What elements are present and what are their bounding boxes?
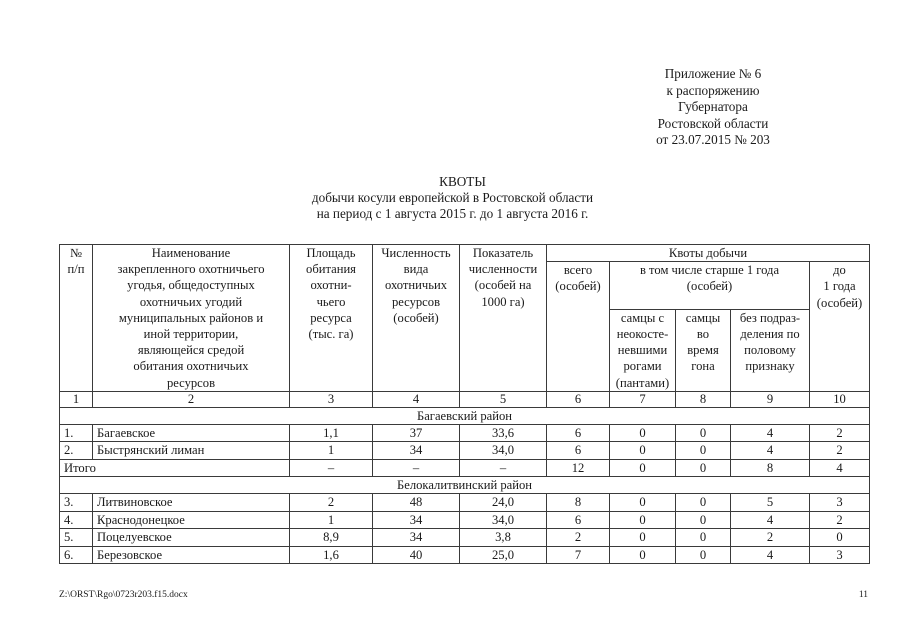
total-label: Итого: [60, 459, 290, 477]
cell-density: 34,0: [460, 442, 547, 460]
cell-num: 5.: [60, 529, 93, 547]
cell-young: 0: [810, 529, 870, 547]
footer-file-path: Z:\ORST\Rgo\0723r203.f15.docx: [59, 590, 188, 600]
cell-name: Краснодонецкое: [93, 511, 290, 529]
total-area: –: [290, 459, 373, 477]
header-num: № п/п: [60, 245, 93, 392]
cell-young: 2: [810, 424, 870, 442]
column-number: 10: [810, 391, 870, 407]
header-density: Показатель численности (особей на 1000 га): [460, 245, 547, 392]
header-name: Наименование закрепленного охотничьего угодья, общедоступных охотничьих угодий муниципальных районов и иной территории, являющейся средой обитания охотничьих ресурсов: [93, 245, 290, 392]
cell-num: 1.: [60, 424, 93, 442]
header-count: Численность вида охотничьих ресурсов (особей): [373, 245, 460, 392]
cell-name: Багаевское: [93, 424, 290, 442]
cell-count: 34: [373, 442, 460, 460]
cell-num: 4.: [60, 511, 93, 529]
cell-nosex: 4: [731, 546, 810, 564]
cell-males: 0: [610, 511, 676, 529]
cell-name: Быстрянский лиман: [93, 442, 290, 460]
cell-males: 0: [610, 494, 676, 512]
cell-count: 34: [373, 529, 460, 547]
cell-num: 2.: [60, 442, 93, 460]
cell-young: 3: [810, 494, 870, 512]
region-name: Багаевский район: [60, 407, 870, 424]
column-number: 3: [290, 391, 373, 407]
cell-nosex: 4: [731, 424, 810, 442]
cell-rut: 0: [676, 529, 731, 547]
cell-nosex: 5: [731, 494, 810, 512]
table-row: [60, 494, 870, 512]
total-count: –: [373, 459, 460, 477]
column-number: 1: [60, 391, 93, 407]
cell-rut: 0: [676, 546, 731, 564]
cell-nosex: 4: [731, 442, 810, 460]
table-row: [60, 442, 870, 460]
quota-table: [59, 244, 870, 564]
total-total: 12: [547, 459, 610, 477]
title-subtitle-1: добычи косули европейской в Ростовской области: [311, 190, 594, 205]
total-nosex: 8: [731, 459, 810, 477]
region-row: [60, 477, 870, 494]
table-row: [60, 511, 870, 529]
header-nosex: без подраз- деления по половому признаку: [731, 309, 810, 391]
cell-density: 24,0: [460, 494, 547, 512]
cell-area: 1,6: [290, 546, 373, 564]
cell-total: 6: [547, 511, 610, 529]
column-number-row: [60, 391, 870, 407]
cell-name: Поцелуевское: [93, 529, 290, 547]
header-quotas: Квоты добычи: [547, 245, 870, 262]
column-number: 4: [373, 391, 460, 407]
cell-rut: 0: [676, 442, 731, 460]
appendix-line-3: Губернатора: [678, 99, 748, 115]
cell-young: 3: [810, 546, 870, 564]
cell-area: 8,9: [290, 529, 373, 547]
cell-density: 33,6: [460, 424, 547, 442]
title-subtitle-2: на период с 1 августа 2015 г. до 1 августа 2016 г.: [316, 206, 589, 221]
cell-count: 34: [373, 511, 460, 529]
cell-area: 2: [290, 494, 373, 512]
cell-total: 8: [547, 494, 610, 512]
cell-nosex: 2: [731, 529, 810, 547]
appendix-line-4: Ростовской области: [657, 115, 769, 131]
header-area: Площадь обитания охотни- чьего ресурса (тыс. га): [290, 245, 373, 392]
cell-num: 3.: [60, 494, 93, 512]
table-row: [60, 529, 870, 547]
region-row: [60, 407, 870, 424]
cell-total: 7: [547, 546, 610, 564]
appendix-line-2: к распоряжению: [666, 82, 760, 98]
table-row: [60, 424, 870, 442]
cell-males: 0: [610, 442, 676, 460]
cell-total: 6: [547, 424, 610, 442]
cell-nosex: 4: [731, 511, 810, 529]
appendix-line-1: Приложение № 6: [664, 66, 762, 81]
cell-name: Березовское: [93, 546, 290, 564]
region-name: Белокалитвинский район: [60, 477, 870, 494]
header-row-1: [60, 245, 870, 262]
cell-males: 0: [610, 424, 676, 442]
cell-rut: 0: [676, 494, 731, 512]
cell-count: 40: [373, 546, 460, 564]
cell-total: 2: [547, 529, 610, 547]
cell-num: 6.: [60, 546, 93, 564]
document-title: [0, 174, 905, 222]
column-number: 9: [731, 391, 810, 407]
cell-area: 1: [290, 511, 373, 529]
cell-density: 3,8: [460, 529, 547, 547]
column-number: 8: [676, 391, 731, 407]
cell-count: 48: [373, 494, 460, 512]
column-number: 5: [460, 391, 547, 407]
cell-area: 1,1: [290, 424, 373, 442]
cell-name: Литвиновское: [93, 494, 290, 512]
title-main: КВОТЫ: [439, 174, 486, 189]
column-number: 2: [93, 391, 290, 407]
cell-rut: 0: [676, 424, 731, 442]
total-rut: 0: [676, 459, 731, 477]
header-rut: самцы во время гона: [676, 309, 731, 391]
cell-young: 2: [810, 442, 870, 460]
header-young: до 1 года (особей): [810, 262, 870, 392]
header-older: в том числе старше 1 года (особей): [610, 262, 810, 310]
footer-page-number: 11: [858, 590, 868, 600]
cell-males: 0: [610, 529, 676, 547]
cell-males: 0: [610, 546, 676, 564]
header-total: всего (особей): [547, 262, 610, 392]
column-number: 7: [610, 391, 676, 407]
cell-density: 25,0: [460, 546, 547, 564]
cell-area: 1: [290, 442, 373, 460]
table-row: [60, 546, 870, 564]
cell-rut: 0: [676, 511, 731, 529]
cell-density: 34,0: [460, 511, 547, 529]
header-males: самцы с неокосте- невшими рогами (пантами): [610, 309, 676, 391]
appendix-line-5: от 23.07.2015 № 203: [656, 132, 770, 148]
total-row: [60, 459, 870, 477]
cell-total: 6: [547, 442, 610, 460]
cell-count: 37: [373, 424, 460, 442]
total-young: 4: [810, 459, 870, 477]
total-density: –: [460, 459, 547, 477]
appendix-block: [603, 66, 823, 149]
total-males: 0: [610, 459, 676, 477]
cell-young: 2: [810, 511, 870, 529]
column-number: 6: [547, 391, 610, 407]
